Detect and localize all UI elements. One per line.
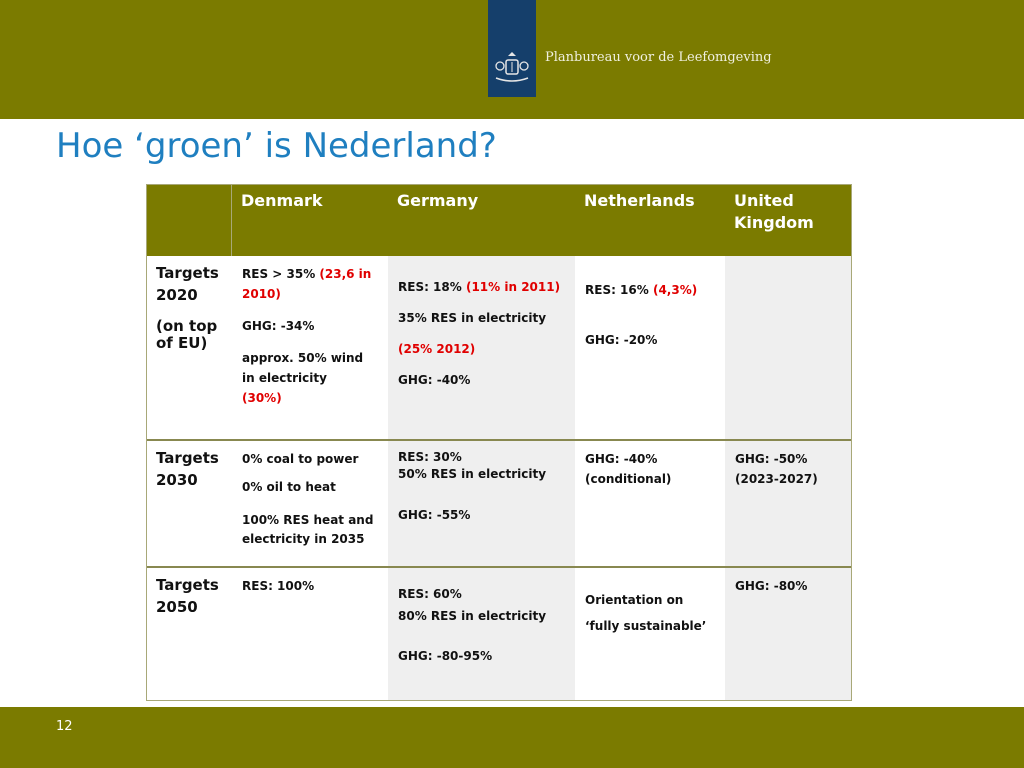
- column-header-denmark: Denmark: [232, 185, 388, 256]
- targets-table: [146, 184, 852, 701]
- cell-2050-germany: RES: 60% 80% RES in electricity GHG: -80-95%: [388, 566, 575, 700]
- page-number: 12: [56, 719, 73, 734]
- cell-2050-netherlands: Orientation on ‘fully sustainable’: [575, 566, 725, 700]
- cell-2030-united-kingdom: GHG: -50% (2023-2027): [725, 439, 851, 566]
- cell-2050-denmark: RES: 100%: [232, 566, 388, 700]
- column-header-united-kingdom: United Kingdom: [725, 185, 851, 256]
- footer-bar: [0, 707, 1024, 768]
- cell-2050-united-kingdom: GHG: -80%: [725, 566, 851, 700]
- row-label-2050: Targets 2050: [147, 566, 232, 700]
- coat-of-arms-logo: [488, 0, 536, 97]
- row-label-note: (on top of EU): [156, 317, 218, 352]
- cell-2020-united-kingdom: [725, 256, 851, 439]
- cell-2020-denmark: RES > 35% (23,6 in 2010) GHG: -34% approx. 50% wind in electricity (30%): [232, 256, 388, 439]
- table-header-blank: [147, 185, 232, 256]
- page-title: Hoe ‘groen’ is Nederland?: [56, 126, 497, 166]
- cell-2020-germany: RES: 18% (11% in 2011) 35% RES in electricity (25% 2012) GHG: -40%: [388, 256, 575, 439]
- column-header-netherlands: Netherlands: [575, 185, 725, 256]
- cell-2030-germany: RES: 30% 50% RES in electricity GHG: -55%: [388, 439, 575, 566]
- coat-of-arms-icon: [492, 50, 532, 86]
- row-label-2020: Targets 2020 (on top of EU): [147, 256, 232, 439]
- cell-2030-denmark: 0% coal to power 0% oil to heat 100% RES heat and electricity in 2035: [232, 439, 388, 566]
- column-header-germany: Germany: [388, 185, 575, 256]
- row-label-2030: Targets 2030: [147, 439, 232, 566]
- organization-name: Planbureau voor de Leefomgeving: [545, 50, 772, 65]
- cell-2030-netherlands: GHG: -40% (conditional): [575, 439, 725, 566]
- cell-2020-netherlands: RES: 16% (4,3%) GHG: -20%: [575, 256, 725, 439]
